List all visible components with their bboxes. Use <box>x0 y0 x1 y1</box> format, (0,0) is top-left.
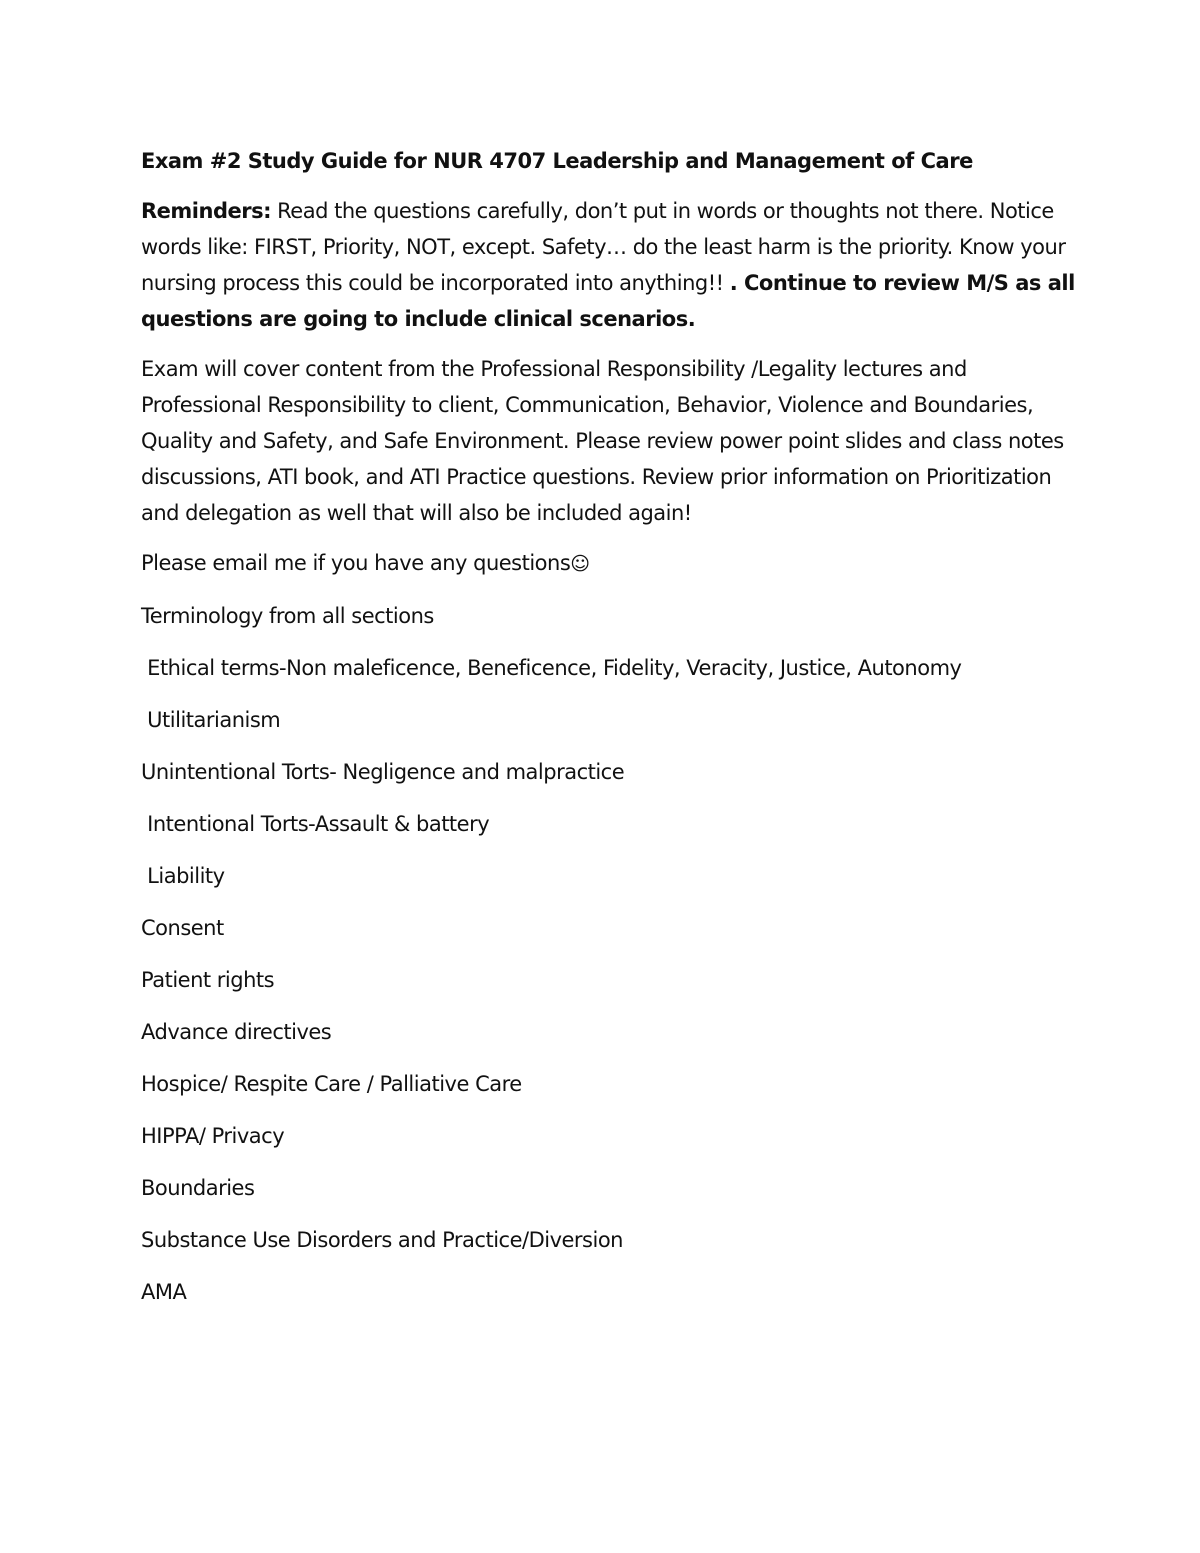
term-item: Liability <box>141 864 225 888</box>
term-item: Ethical terms-Non maleficence, Beneficence, Fidelity, Veracity, Justice, Autonomy <box>141 656 962 680</box>
reminders-bold-text: . Continue to review M/S as all questions are going to include clinical scenarios. <box>141 271 1075 331</box>
term-item: Hospice/ Respite Care / Palliative Care <box>141 1072 522 1096</box>
email-note-text: Please email me if you have any questions <box>141 551 571 575</box>
term-item: AMA <box>141 1280 187 1304</box>
document-title: Exam #2 Study Guide for NUR 4707 Leadership and Management of Care <box>141 149 973 173</box>
email-note-paragraph <box>141 545 1076 582</box>
reminders-paragraph <box>141 193 1076 337</box>
exam-coverage-paragraph: Exam will cover content from the Professional Responsibility /Legality lectures and Professional Responsibility to client, Communication, Behavior, Violence and Boundaries, Quality and Safety, and Safe Environment. Please review power point slides and class notes discussions, ATI book, and ATI Practice questions. Review prior information on Prioritization and delegation as well that will also be included again! <box>141 357 1064 525</box>
reminders-label: Reminders: <box>141 199 271 223</box>
term-item: Advance directives <box>141 1020 332 1044</box>
term-item: Utilitarianism <box>141 708 281 732</box>
term-item: Boundaries <box>141 1176 255 1200</box>
reminders-text: Read the questions carefully, don’t put in words or thoughts not there. Notice words like: FIRST, Priority, NOT, except. Safety… do the least harm is the priority. Know your nursing process this could be incorporated into anything!! <box>141 199 1066 295</box>
smiley-icon: ☺ <box>570 553 590 575</box>
document-body <box>141 143 1076 1310</box>
term-item: Intentional Torts-Assault & battery <box>141 812 490 836</box>
term-item: Patient rights <box>141 968 275 992</box>
term-item: Terminology from all sections <box>141 604 434 628</box>
term-item: Substance Use Disorders and Practice/Diversion <box>141 1228 623 1252</box>
term-item: Consent <box>141 916 224 940</box>
term-item: HIPPA/ Privacy <box>141 1124 285 1148</box>
term-item: Unintentional Torts- Negligence and malpractice <box>141 760 625 784</box>
